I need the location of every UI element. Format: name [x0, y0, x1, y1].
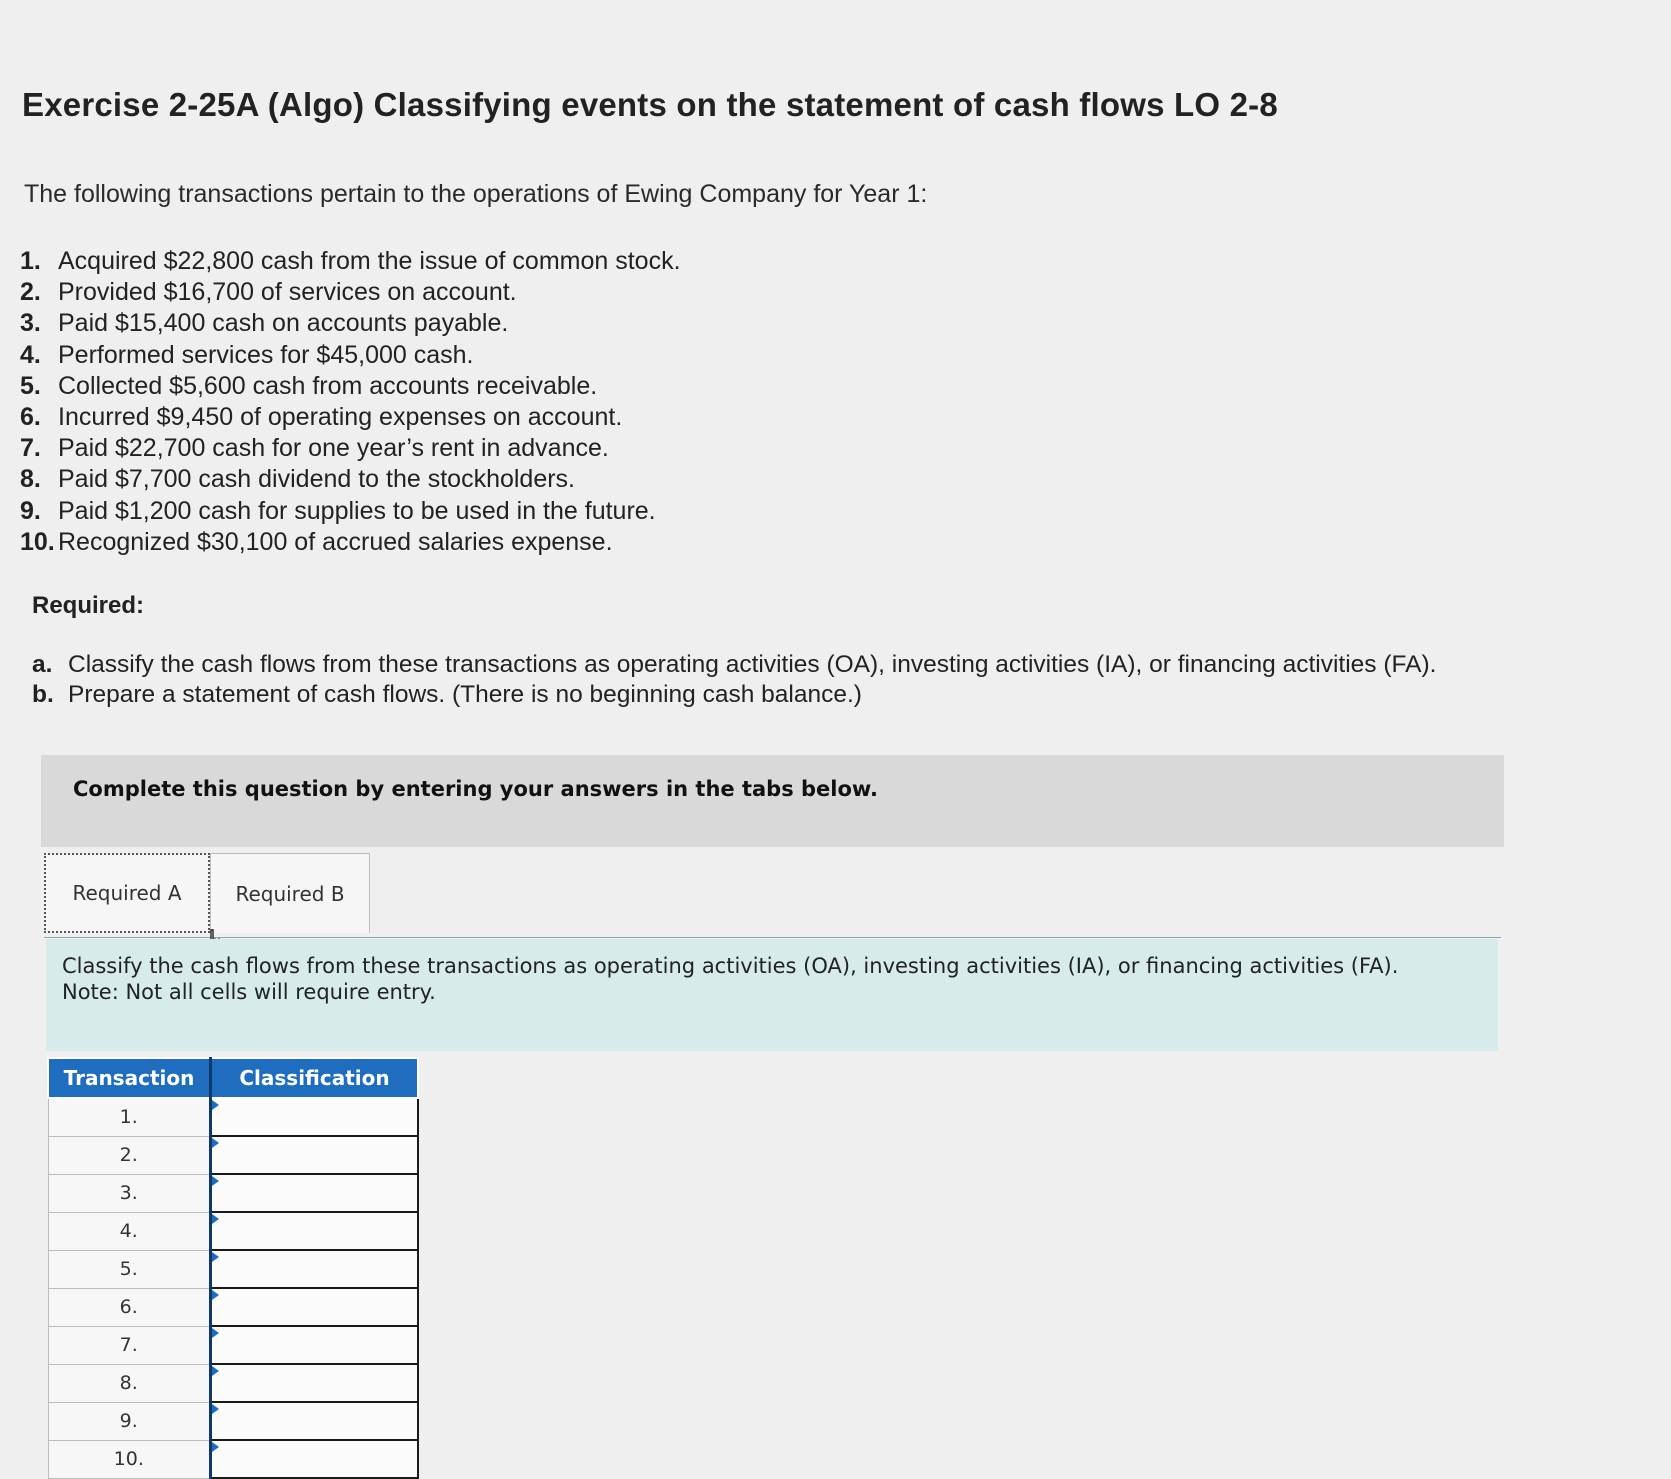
classification-select[interactable]: [211, 1364, 419, 1402]
instructions-panel: [46, 939, 1498, 1051]
list-item: 2. Provided $16,700 of services on account.: [20, 278, 517, 307]
transaction-cell: 5.: [48, 1250, 211, 1288]
classification-select[interactable]: [211, 1288, 419, 1326]
table-row: [48, 1364, 418, 1402]
transaction-cell: 1.: [48, 1098, 211, 1136]
header-classification: Classification: [211, 1058, 419, 1098]
table-row: [48, 1250, 418, 1288]
table-row: [48, 1288, 418, 1326]
classification-select[interactable]: [211, 1440, 419, 1478]
classification-select[interactable]: [211, 1212, 419, 1250]
list-item: b. Prepare a statement of cash flows. (There is no beginning cash balance.): [32, 681, 862, 708]
instructions-note: Note: Not all cells will require entry.: [62, 980, 436, 1004]
list-item: a. Classify the cash flows from these transactions as operating activities (OA), investing activities (IA), or financing activities (FA).: [32, 651, 1437, 678]
list-item: 5. Collected $5,600 cash from accounts receivable.: [20, 371, 598, 400]
transaction-cell: 9.: [48, 1402, 211, 1440]
header-transaction: Transaction: [48, 1058, 211, 1098]
table-row: [48, 1174, 418, 1212]
instructions-banner: [41, 755, 1504, 847]
transaction-cell: 8.: [48, 1364, 211, 1402]
classification-table: [47, 1057, 419, 1479]
table-header-row: [48, 1058, 418, 1098]
classification-select[interactable]: [211, 1402, 419, 1440]
table-row: [48, 1098, 418, 1136]
list-item: 7. Paid $22,700 cash for one year’s rent in advance.: [20, 434, 609, 463]
list-item: 10. Recognized $30,100 of accrued salaries expense.: [20, 527, 613, 556]
intro-text: The following transactions pertain to the operations of Ewing Company for Year 1:: [24, 180, 928, 208]
instructions-text: Classify the cash flows from these transactions as operating activities (OA), investing activities (IA), or financing activities (FA).: [62, 954, 1399, 978]
list-item: 6. Incurred $9,450 of operating expenses on account.: [20, 403, 623, 432]
classification-select[interactable]: [211, 1098, 419, 1136]
transaction-cell: 2.: [48, 1136, 211, 1174]
transaction-cell: 4.: [48, 1212, 211, 1250]
transaction-cell: 7.: [48, 1326, 211, 1364]
transaction-cell: 6.: [48, 1288, 211, 1326]
classification-select[interactable]: [211, 1250, 419, 1288]
list-item: 1. Acquired $22,800 cash from the issue of common stock.: [20, 247, 681, 275]
table-row: [48, 1326, 418, 1364]
classification-select[interactable]: [211, 1326, 419, 1364]
classification-select[interactable]: [211, 1174, 419, 1212]
exercise-title: Exercise 2-25A (Algo) Classifying events on the statement of cash flows LO 2-8: [22, 86, 1278, 123]
classification-select[interactable]: [211, 1136, 419, 1174]
tab-required-b[interactable]: Required B: [210, 853, 370, 933]
table-row: [48, 1136, 418, 1174]
transaction-list: [20, 246, 681, 558]
tab-required-a[interactable]: Required A: [44, 853, 210, 933]
list-item: 4. Performed services for $45,000 cash.: [20, 340, 474, 369]
list-item: 9. Paid $1,200 cash for supplies to be used in the future.: [20, 496, 656, 525]
required-heading: Required:: [32, 592, 145, 619]
table-row: [48, 1212, 418, 1250]
requirements-list: [32, 650, 1436, 710]
transaction-cell: 10.: [48, 1440, 211, 1478]
transaction-cell: 3.: [48, 1174, 211, 1212]
tab-divider: [44, 937, 1501, 938]
table-row: [48, 1440, 418, 1478]
banner-text: Complete this question by entering your answers in the tabs below.: [73, 777, 878, 801]
table-row: [48, 1402, 418, 1440]
list-item: 3. Paid $15,400 cash on accounts payable.: [20, 309, 509, 338]
list-item: 8. Paid $7,700 cash dividend to the stockholders.: [20, 465, 576, 494]
